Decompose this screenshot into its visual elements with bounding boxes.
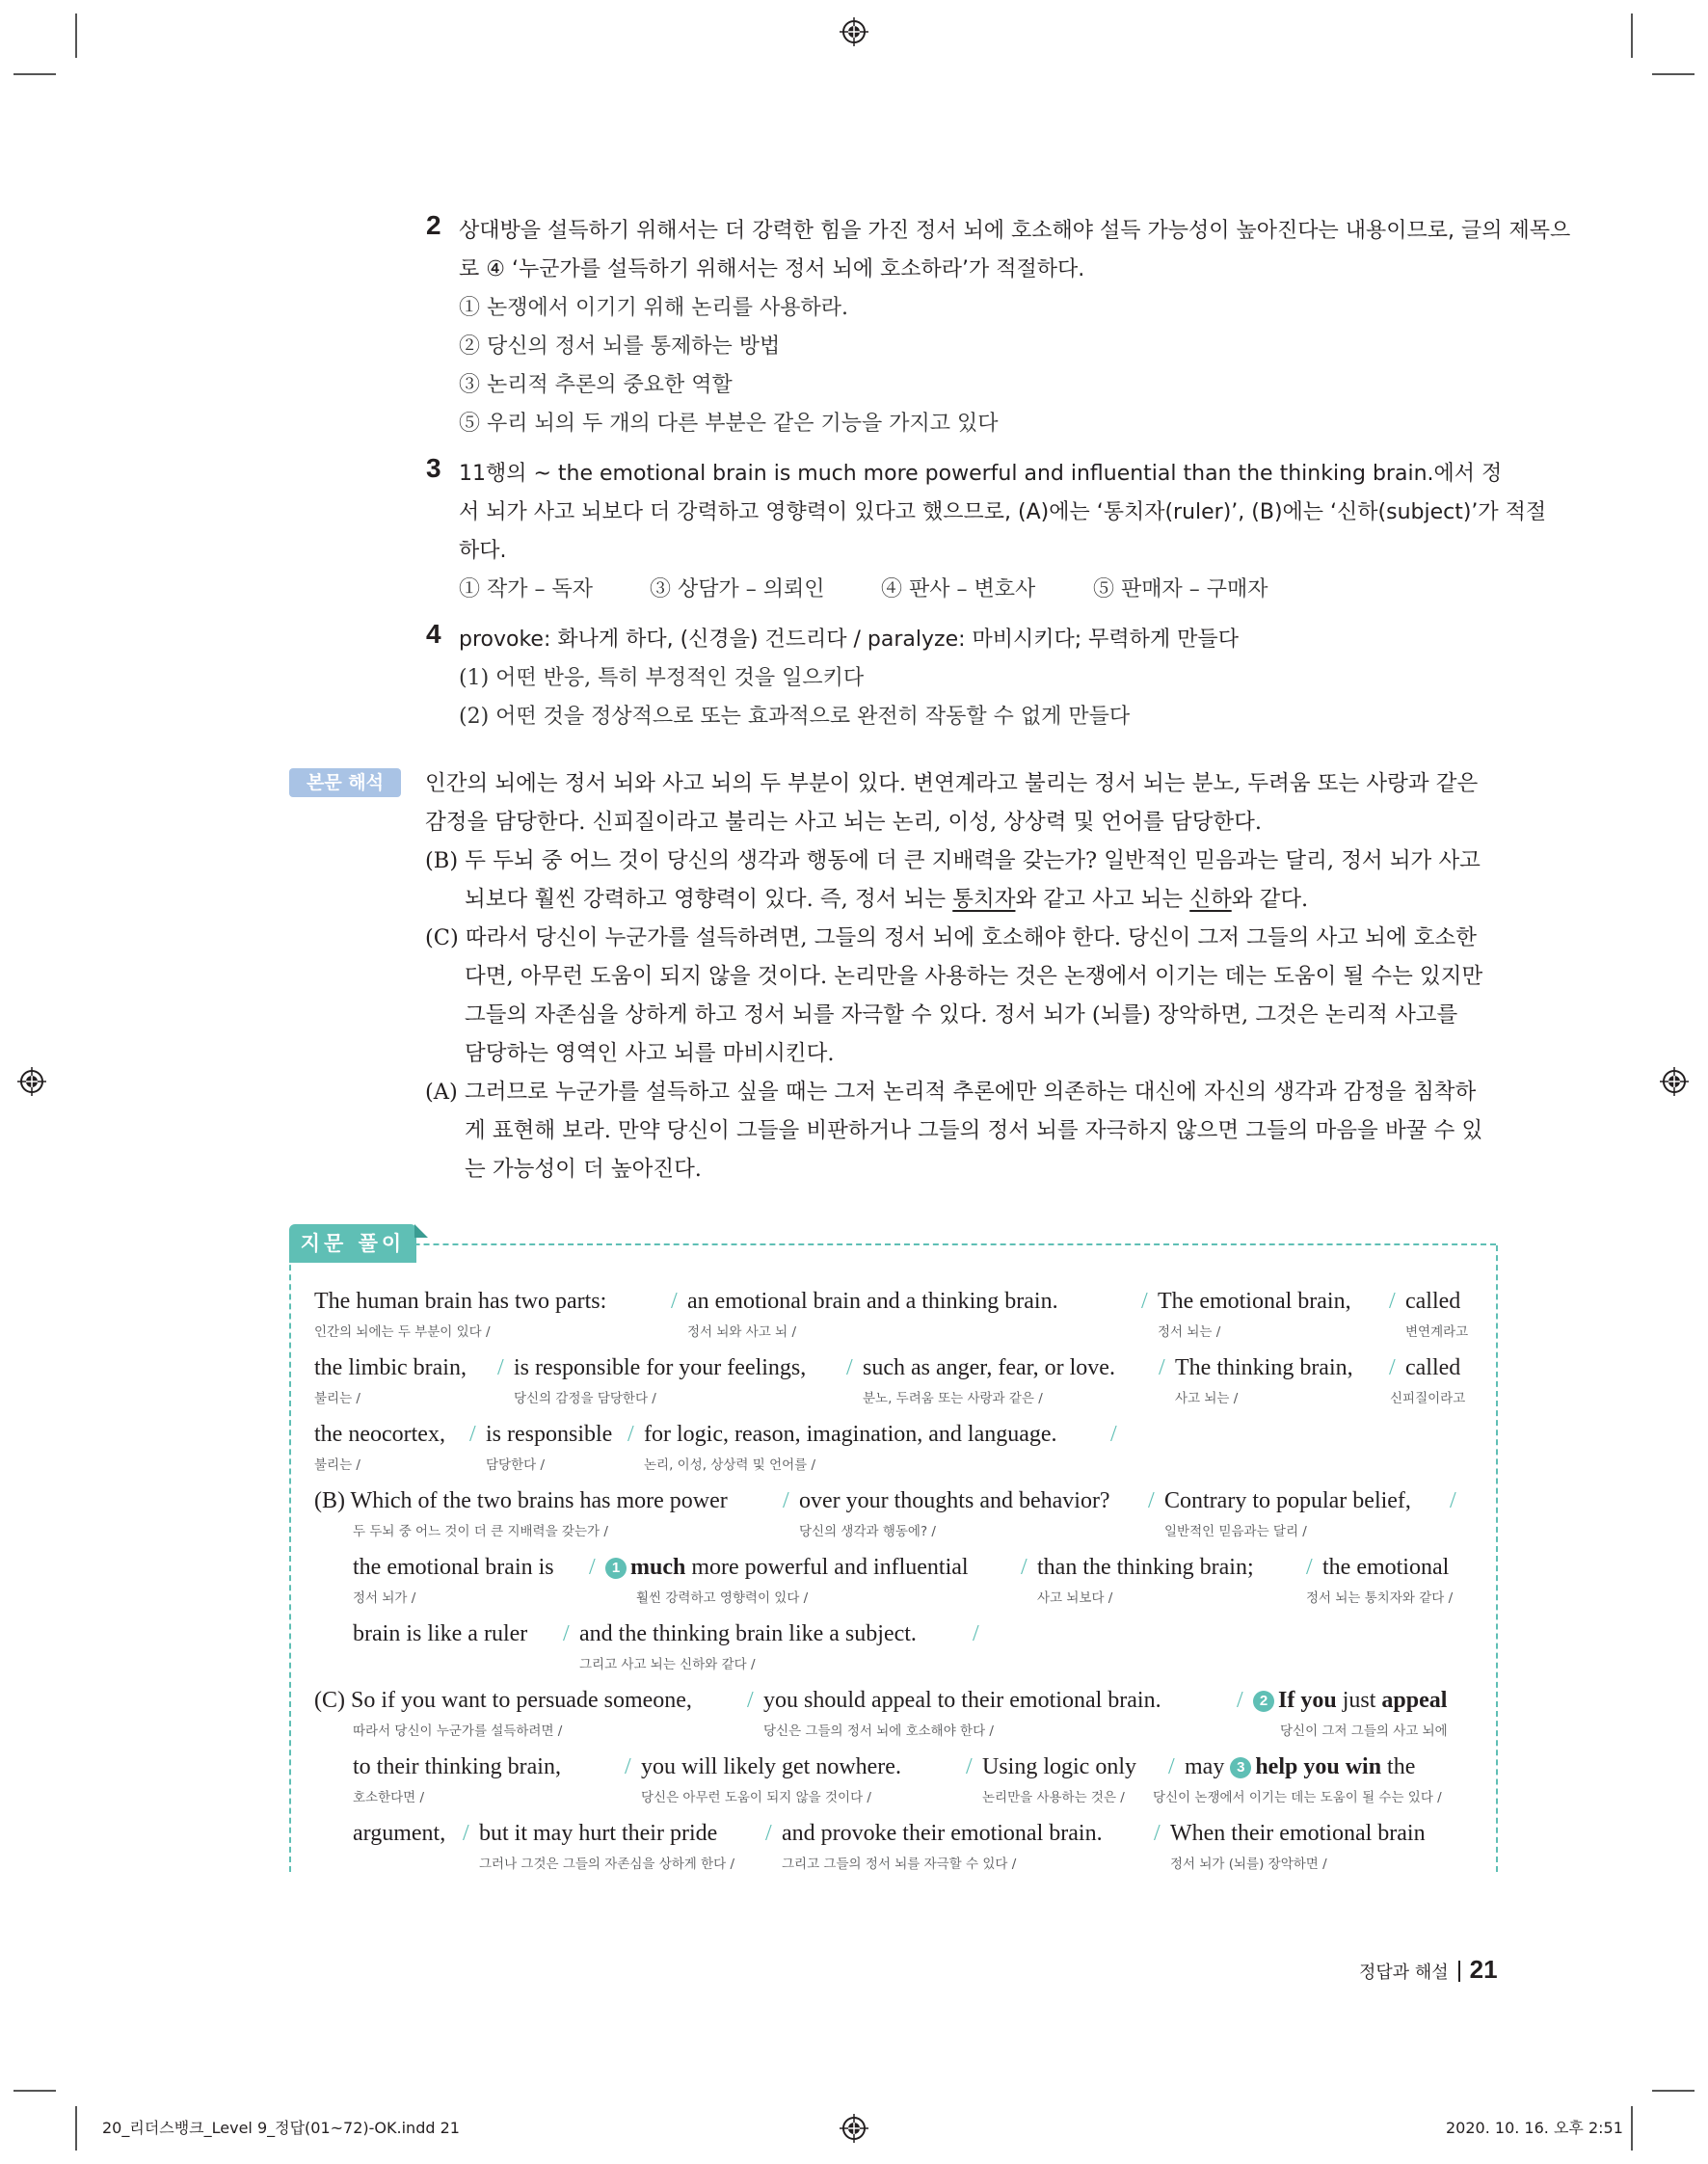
gloss: 정서 뇌는 통치자와 같다 / — [1306, 1590, 1454, 1606]
crop-mark — [1631, 2106, 1633, 2151]
separator: / — [783, 1488, 789, 1513]
note-marker-3: 3 — [1230, 1757, 1251, 1778]
phrase: Contrary to popular belief, — [1164, 1488, 1411, 1513]
separator: / — [589, 1555, 596, 1580]
subject-word: 신하 — [1189, 887, 1232, 912]
separator: / — [966, 1754, 973, 1779]
answer-option: ⑤ 우리 뇌의 두 개의 다른 부분은 같은 기능을 가지고 있다 — [459, 412, 999, 436]
answer-option: (1) 어떤 반응, 특히 부정적인 것을 일으키다 — [459, 666, 865, 690]
emphasis: If you — [1278, 1688, 1337, 1713]
phrase — [1253, 1688, 1447, 1714]
gloss: 담당한다 / — [486, 1457, 546, 1473]
phrase: over your thoughts and behavior? — [799, 1488, 1110, 1513]
crop-mark — [75, 2106, 77, 2151]
gloss: 그리고 그들의 정서 뇌를 자극할 수 있다 / — [782, 1857, 1017, 1872]
gloss: 당신의 감정을 담당한다 / — [514, 1391, 656, 1406]
note-marker-2: 2 — [1253, 1691, 1274, 1712]
answer-text: provoke: 화나게 하다, (신경을) 건드리다 / paralyze: 마비시키다; 무력하게 만들다 — [459, 628, 1239, 652]
separator: / — [627, 1422, 634, 1447]
answer-option: (2) 어떤 것을 정상적으로 또는 효과적으로 완전히 작동할 수 없게 만들다 — [459, 705, 1131, 729]
gloss: 당신은 그들의 정서 뇌에 호소해야 한다 / — [763, 1723, 994, 1739]
phrase: an emotional brain and a thinking brain. — [687, 1289, 1058, 1314]
separator: / — [563, 1621, 570, 1646]
separator: / — [469, 1422, 476, 1447]
translation-line: (A) 그러므로 누군가를 설득하고 싶을 때는 그저 논리적 추론에만 의존하는 대신에 자신의 생각과 감정을 침착하 — [425, 1080, 1477, 1105]
phrase-text: the — [1387, 1754, 1416, 1779]
phrase-text: may — [1185, 1754, 1225, 1779]
phrase: you should appeal to their emotional brain. — [763, 1688, 1161, 1713]
gloss: 신피질이라고 — [1390, 1391, 1466, 1406]
separator: / — [1159, 1355, 1165, 1380]
analysis-tab: 지문 풀이 — [289, 1224, 416, 1263]
gloss: 당신이 그저 그들의 사고 뇌에 — [1280, 1723, 1448, 1739]
separator: / — [463, 1821, 469, 1846]
phrase: Using logic only — [982, 1754, 1136, 1779]
phrase — [1185, 1754, 1415, 1780]
gloss: 따라서 당신이 누군가를 설득하려면 / — [353, 1723, 563, 1739]
answer-number: 3 — [426, 453, 441, 483]
registration-mark-icon — [1660, 1067, 1689, 1096]
separator: / — [1389, 1355, 1396, 1380]
phrase: such as anger, fear, or love. — [863, 1355, 1115, 1380]
phrase: called — [1405, 1289, 1461, 1314]
gloss: 사고 뇌보다 / — [1037, 1590, 1113, 1606]
translation-text: 와 같고 사고 뇌는 — [1015, 887, 1190, 912]
separator: / — [747, 1688, 754, 1713]
crop-mark — [1631, 13, 1633, 58]
answer-option: ③ 상담가 – 의뢰인 — [650, 577, 825, 601]
separator: / — [1237, 1688, 1243, 1713]
translation-text: 뇌보다 훨씬 강력하고 영향력이 있다. 즉, 정서 뇌는 — [465, 887, 953, 912]
phrase: than the thinking brain; — [1037, 1555, 1254, 1580]
phrase: When their emotional brain — [1170, 1821, 1426, 1846]
phrase: to their thinking brain, — [353, 1754, 561, 1779]
gloss: 인간의 뇌에는 두 부분이 있다 / — [314, 1324, 491, 1340]
translation-line: (B) 두 두뇌 중 어느 것이 당신의 생각과 행동에 더 큰 지배력을 갖는가? 일반적인 믿음과는 달리, 정서 뇌가 사고 — [425, 848, 1481, 873]
emphasis: much — [630, 1555, 686, 1580]
gloss: 불리는 / — [314, 1457, 360, 1473]
translation-line: 인간의 뇌에는 정서 뇌와 사고 뇌의 두 부분이 있다. 변연계라고 불리는 정서 뇌는 분노, 두려움 또는 사랑과 같은 — [425, 771, 1479, 796]
emphasis: help you win — [1255, 1754, 1382, 1779]
phrase: (B) Which of the two brains has more power — [314, 1488, 728, 1513]
phrase: called — [1405, 1355, 1461, 1380]
translation-line — [465, 882, 1308, 913]
phrase: you will likely get nowhere. — [641, 1754, 901, 1779]
separator: / — [1168, 1754, 1175, 1779]
gloss: 훨씬 강력하고 영향력이 있다 / — [636, 1590, 809, 1606]
phrase: the limbic brain, — [314, 1355, 467, 1380]
answer-text: 로 ④ ‘누군가를 설득하기 위해서는 정서 뇌에 호소하라’가 적절하다. — [459, 257, 1085, 281]
translation-line: 다면, 아무런 도움이 되지 않을 것이다. 논리만을 사용하는 것은 논쟁에서 이기는 데는 도움이 될 수는 있지만 — [465, 964, 1483, 989]
footer-divider — [1458, 1961, 1460, 1982]
translation-line: 게 표현해 보라. 만약 당신이 그들을 비판하거나 그들의 정서 뇌를 자극하지 않으면 그들의 마음을 바꿀 수 있 — [465, 1118, 1483, 1143]
gloss: 변연계라고 — [1405, 1324, 1469, 1340]
gloss: 사고 뇌는 / — [1175, 1391, 1239, 1406]
phrase: the neocortex, — [314, 1422, 445, 1447]
crop-mark — [13, 2090, 56, 2092]
translation-line: 그들의 자존심을 상하게 하고 정서 뇌를 자극할 수 있다. 정서 뇌가 (뇌를) 장악하면, 그것은 논리적 사고를 — [465, 1002, 1458, 1028]
phrase: The thinking brain, — [1175, 1355, 1353, 1380]
separator: / — [1110, 1422, 1117, 1447]
footer-label: 정답과 해설 — [1359, 1963, 1449, 1983]
crop-mark — [1652, 2090, 1695, 2092]
tab-fold — [414, 1224, 428, 1238]
answer-number: 2 — [426, 210, 441, 240]
registration-mark-icon — [17, 1067, 46, 1096]
ruler-word: 통치자 — [952, 887, 1016, 912]
separator: / — [625, 1754, 631, 1779]
phrase: and the thinking brain like a subject. — [579, 1621, 917, 1646]
crop-mark — [1652, 73, 1695, 75]
gloss: 논리만을 사용하는 것은 / — [982, 1790, 1125, 1805]
phrase — [605, 1555, 969, 1581]
gloss: 그리고 사고 뇌는 신하와 같다 / — [579, 1657, 756, 1672]
separator: / — [1021, 1555, 1027, 1580]
separator: / — [973, 1621, 979, 1646]
answer-text: 상대방을 설득하기 위해서는 더 강력한 힘을 가진 정서 뇌에 호소해야 설득 가능성이 높아진다는 내용이므로, 글의 제목으 — [459, 219, 1571, 243]
gloss: 당신이 논쟁에서 이기는 데는 도움이 될 수는 있다 / — [1153, 1790, 1442, 1805]
translation-line: 는 가능성이 더 높아진다. — [465, 1157, 702, 1182]
phrase: The emotional brain, — [1158, 1289, 1351, 1314]
slug-date: 2020. 10. 16. 오후 2:51 — [1446, 2119, 1623, 2137]
gloss: 논리, 이성, 상상력 및 언어를 / — [644, 1457, 816, 1473]
gloss: 불리는 / — [314, 1391, 360, 1406]
gloss: 분노, 두려움 또는 사랑과 같은 / — [863, 1391, 1043, 1406]
phrase: for logic, reason, imagination, and language. — [644, 1422, 1057, 1447]
gloss: 정서 뇌는 / — [1158, 1324, 1221, 1340]
gloss: 당신은 아무런 도움이 되지 않을 것이다 / — [641, 1790, 871, 1805]
phrase: brain is like a ruler — [353, 1621, 528, 1646]
emphasis: appeal — [1381, 1688, 1448, 1713]
answer-text: 서 뇌가 사고 뇌보다 더 강력하고 영향력이 있다고 했으므로, (A)에는 ‘통치자(ruler)’, (B)에는 ‘신하(subject)’가 적절 — [459, 500, 1547, 524]
page-footer — [1359, 1955, 1498, 1985]
phrase: The human brain has two parts: — [314, 1289, 607, 1314]
gloss: 일반적인 믿음과는 달리 / — [1164, 1524, 1307, 1539]
separator: / — [1141, 1289, 1148, 1314]
separator: / — [671, 1289, 678, 1314]
gloss: 정서 뇌가 / — [353, 1590, 416, 1606]
phrase: and provoke their emotional brain. — [782, 1821, 1103, 1846]
answer-option: ③ 논리적 추론의 중요한 역할 — [459, 373, 733, 397]
separator: / — [1450, 1488, 1456, 1513]
answer-option: ① 논쟁에서 이기기 위해 논리를 사용하라. — [459, 296, 848, 320]
gloss: 정서 뇌와 사고 뇌 / — [687, 1324, 797, 1340]
registration-mark-icon — [840, 2114, 868, 2143]
separator: / — [497, 1355, 504, 1380]
crop-mark — [13, 73, 56, 75]
phrase: (C) So if you want to persuade someone, — [314, 1688, 692, 1713]
translation-badge: 본문 해석 — [289, 768, 401, 797]
registration-mark-icon — [840, 17, 868, 46]
note-marker-1: 1 — [605, 1558, 627, 1579]
phrase: but it may hurt their pride — [479, 1821, 718, 1846]
separator: / — [765, 1821, 772, 1846]
answer-number: 4 — [426, 619, 441, 649]
translation-line: 담당하는 영역인 사고 뇌를 마비시킨다. — [465, 1041, 835, 1066]
answer-option: ② 당신의 정서 뇌를 통제하는 방법 — [459, 334, 781, 359]
gloss: 정서 뇌가 (뇌를) 장악하면 / — [1170, 1857, 1327, 1872]
translation-line: (C) 따라서 당신이 누군가를 설득하려면, 그들의 정서 뇌에 호소해야 한다. 당신이 그저 그들의 사고 뇌에 호소한 — [425, 925, 1477, 950]
phrase-text: more powerful and influential — [691, 1555, 969, 1580]
answer-option: ④ 판사 – 변호사 — [881, 577, 1036, 601]
separator: / — [846, 1355, 853, 1380]
phrase: is responsible — [486, 1422, 613, 1447]
phrase: argument, — [353, 1821, 446, 1846]
separator: / — [1389, 1289, 1396, 1314]
answer-text: 하다. — [459, 539, 507, 563]
translation-text: 와 같다. — [1231, 887, 1309, 912]
separator: / — [1306, 1555, 1313, 1580]
answer-text: 11행의 ~ the emotional brain is much more powerful and influential than the thinking brain.에서 정 — [459, 462, 1503, 486]
gloss: 호소한다면 / — [353, 1790, 425, 1805]
gloss: 그러나 그것은 그들의 자존심을 상하게 한다 / — [479, 1857, 735, 1872]
answer-option: ① 작가 – 독자 — [459, 577, 593, 601]
gloss: 당신의 생각과 행동에? / — [799, 1524, 936, 1539]
separator: / — [1148, 1488, 1155, 1513]
page-number: 21 — [1469, 1955, 1498, 1984]
crop-mark — [75, 13, 77, 58]
phrase: the emotional brain is — [353, 1555, 554, 1580]
slug-filename: 20_리더스뱅크_Level 9_정답(01~72)-OK.indd 21 — [102, 2119, 460, 2137]
translation-line: 감정을 담당한다. 신피질이라고 불리는 사고 뇌는 논리, 이성, 상상력 및 언어를 담당한다. — [425, 810, 1263, 835]
separator: / — [1154, 1821, 1161, 1846]
answer-option: ⑤ 판매자 – 구매자 — [1093, 577, 1268, 601]
phrase-text: just — [1342, 1688, 1376, 1713]
gloss: 두 두뇌 중 어느 것이 더 큰 지배력을 갖는가 / — [353, 1524, 608, 1539]
phrase: is responsible for your feelings, — [514, 1355, 807, 1380]
phrase: the emotional — [1322, 1555, 1450, 1580]
